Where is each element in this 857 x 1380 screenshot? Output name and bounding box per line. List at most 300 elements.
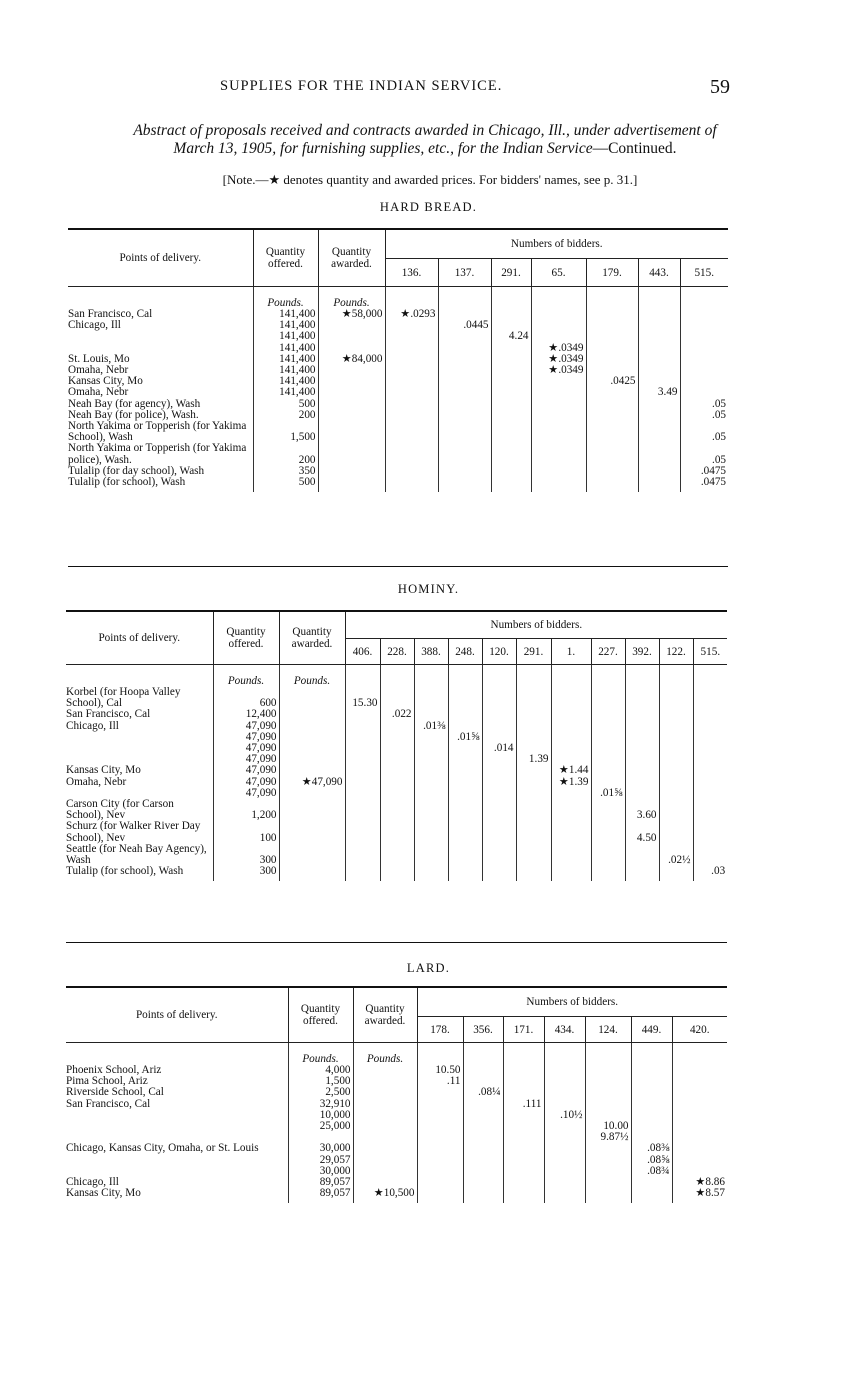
bid-price — [491, 466, 531, 477]
bid-price — [531, 387, 586, 398]
bid-price — [591, 754, 625, 765]
points-header: Points of delivery. — [66, 988, 288, 1043]
quantity-offered: 47,090 — [213, 777, 279, 788]
bid-price — [586, 365, 638, 376]
bid-price: .05 — [680, 421, 728, 443]
bid-price — [638, 477, 680, 492]
bid-price — [491, 343, 531, 354]
quantity-offered: 350 — [253, 466, 318, 477]
delivery-point: Korbel (for Hoopa Valley School), Cal — [66, 687, 181, 710]
bid-price — [544, 1099, 585, 1110]
quantity-offered: 141,400 — [253, 309, 318, 320]
table-row — [66, 799, 727, 821]
quantity-awarded: ★47,090 — [279, 777, 345, 788]
bid-price — [417, 1177, 463, 1188]
bid-price: .05 — [680, 410, 728, 421]
bid-price — [531, 443, 586, 465]
units-spacer — [638, 287, 680, 310]
bid-price — [380, 687, 414, 709]
units-spacer — [66, 1043, 288, 1066]
bid-price — [591, 777, 625, 788]
bid-price — [516, 732, 551, 743]
bid-price — [585, 1177, 631, 1188]
bid-price — [491, 387, 531, 398]
bid-price — [380, 743, 414, 754]
bid-price — [585, 1099, 631, 1110]
bid-price — [503, 1177, 544, 1188]
bid-price — [693, 788, 727, 799]
bidder-number: 291. — [491, 259, 531, 287]
delivery-point: Tulalip (for day school), Wash — [68, 465, 205, 477]
bid-price — [625, 765, 659, 776]
table-row — [66, 1166, 727, 1177]
bid-price: .0475 — [680, 477, 728, 492]
bid-price — [659, 732, 693, 743]
delivery-point — [66, 1121, 288, 1132]
bidder-number: 179. — [586, 259, 638, 287]
quantity-awarded — [353, 1132, 417, 1143]
bid-price — [672, 1143, 727, 1154]
bidder-number: 356. — [463, 1017, 503, 1043]
qty-awarded-header: Quantity awarded. — [353, 988, 417, 1043]
units-row — [66, 665, 727, 688]
bid-price — [417, 1155, 463, 1166]
bidder-number: 65. — [531, 259, 586, 287]
bid-price — [693, 765, 727, 776]
bid-price — [531, 399, 586, 410]
bid-price: .08⅝ — [631, 1155, 672, 1166]
hard-bread-table — [68, 230, 728, 492]
bid-price — [659, 821, 693, 843]
unit-label: Pounds. — [279, 665, 345, 688]
bid-price — [591, 743, 625, 754]
bid-price — [491, 376, 531, 387]
quantity-offered: 300 — [213, 866, 279, 881]
quantity-awarded — [279, 721, 345, 732]
bid-price — [380, 821, 414, 843]
table-row — [68, 320, 728, 331]
bid-price — [448, 866, 482, 881]
bid-price — [531, 320, 586, 331]
bid-price — [638, 320, 680, 331]
bid-price — [463, 1132, 503, 1143]
bid-price — [631, 1121, 672, 1132]
bid-price — [516, 709, 551, 720]
units-spacer — [591, 665, 625, 688]
bid-price — [516, 844, 551, 866]
bid-price: 3.49 — [638, 387, 680, 398]
bid-price — [551, 821, 591, 843]
bid-price: .10½ — [544, 1110, 585, 1121]
bid-price — [680, 320, 728, 331]
quantity-awarded — [353, 1099, 417, 1110]
quantity-offered: 47,090 — [213, 754, 279, 765]
hominy-bottom-rule — [66, 942, 727, 943]
bid-price — [638, 365, 680, 376]
bid-price — [448, 788, 482, 799]
bid-price — [659, 754, 693, 765]
bid-price — [672, 1166, 727, 1177]
quantity-awarded — [353, 1110, 417, 1121]
bid-price — [438, 421, 491, 443]
bid-price: ★.0349 — [531, 343, 586, 354]
delivery-point: San Francisco, Cal — [66, 709, 151, 721]
quantity-offered: 1,200 — [213, 799, 279, 821]
delivery-point: Kansas City, Mo — [66, 765, 141, 777]
bid-price — [448, 765, 482, 776]
bid-price — [463, 1099, 503, 1110]
bid-price — [693, 844, 727, 866]
bid-price — [516, 777, 551, 788]
quantity-awarded — [318, 387, 385, 398]
bid-price: 4.24 — [491, 331, 531, 342]
bid-price — [638, 354, 680, 365]
bid-price — [693, 777, 727, 788]
bid-price — [659, 709, 693, 720]
bid-price — [551, 844, 591, 866]
bid-price — [672, 1087, 727, 1098]
bid-price — [463, 1110, 503, 1121]
units-spacer — [586, 287, 638, 310]
bid-price — [659, 788, 693, 799]
table-row — [66, 732, 727, 743]
bid-price — [659, 799, 693, 821]
bid-price — [631, 1177, 672, 1188]
bidder-number: 515. — [693, 639, 727, 665]
quantity-awarded — [353, 1166, 417, 1177]
bid-price — [638, 443, 680, 465]
table-row — [66, 1110, 727, 1121]
bid-price — [414, 743, 448, 754]
bid-price — [385, 410, 438, 421]
bid-price — [591, 765, 625, 776]
intro-line-2 — [60, 140, 790, 158]
bid-price — [417, 1121, 463, 1132]
bid-price — [516, 866, 551, 881]
bid-price: .0425 — [586, 376, 638, 387]
bid-price — [491, 477, 531, 492]
bid-price — [516, 765, 551, 776]
unit-label: Pounds. — [288, 1043, 353, 1066]
bid-price — [482, 788, 516, 799]
table-row — [66, 1132, 727, 1143]
bid-price — [385, 421, 438, 443]
bidder-number: 178. — [417, 1017, 463, 1043]
delivery-point: Omaha, Nebr — [66, 776, 127, 788]
table-row — [68, 365, 728, 376]
quantity-offered: 141,400 — [253, 320, 318, 331]
bid-price — [680, 343, 728, 354]
bid-price — [551, 687, 591, 709]
bid-price — [693, 721, 727, 732]
bid-price: 1.39 — [516, 754, 551, 765]
qty-awarded-header: Quantity awarded. — [318, 230, 385, 287]
intro-line-2-text: March 13, 1905, for furnishing supplies, etc., for the Indian Service — [173, 140, 593, 157]
bidder-number: 171. — [503, 1017, 544, 1043]
bid-price — [482, 777, 516, 788]
bidder-number: 388. — [414, 639, 448, 665]
bidders-header: Numbers of bidders. — [345, 612, 727, 639]
delivery-point: Chicago, Ill — [68, 320, 121, 332]
delivery-point: Kansas City, Mo — [68, 376, 143, 388]
bid-price — [380, 866, 414, 881]
bid-price — [638, 466, 680, 477]
quantity-awarded — [318, 477, 385, 492]
bid-price — [414, 788, 448, 799]
quantity-awarded — [318, 399, 385, 410]
bid-price — [448, 821, 482, 843]
bid-price — [414, 765, 448, 776]
quantity-offered: 1,500 — [288, 1076, 353, 1087]
quantity-offered: 200 — [253, 443, 318, 465]
bid-price: .08¾ — [631, 1166, 672, 1177]
bid-price — [625, 687, 659, 709]
bid-price — [631, 1188, 672, 1203]
bid-price — [672, 1065, 727, 1076]
bid-price — [380, 754, 414, 765]
bid-price — [638, 309, 680, 320]
quantity-offered: 47,090 — [213, 743, 279, 754]
delivery-point: Chicago, Kansas City, Omaha, or St. Louis — [66, 1143, 259, 1155]
bidder-number: 120. — [482, 639, 516, 665]
bid-price — [693, 799, 727, 821]
table-row — [68, 466, 728, 477]
delivery-point — [66, 1166, 288, 1177]
bid-price: 10.00 — [585, 1121, 631, 1132]
quantity-awarded — [353, 1177, 417, 1188]
bid-price — [385, 320, 438, 331]
bid-price: 9.87½ — [585, 1132, 631, 1143]
quantity-offered: 47,090 — [213, 765, 279, 776]
bid-price — [438, 387, 491, 398]
quantity-awarded — [353, 1065, 417, 1076]
quantity-awarded — [353, 1076, 417, 1087]
bid-price — [544, 1065, 585, 1076]
table-row — [66, 1177, 727, 1188]
delivery-point — [66, 1132, 288, 1143]
bid-price — [463, 1166, 503, 1177]
bidder-number: 420. — [672, 1017, 727, 1043]
bid-price: 10.50 — [417, 1065, 463, 1076]
bid-price — [659, 687, 693, 709]
units-spacer — [531, 287, 586, 310]
quantity-offered: 100 — [213, 821, 279, 843]
units-spacer — [544, 1043, 585, 1066]
bid-price — [625, 844, 659, 866]
table-row — [66, 754, 727, 765]
bid-price — [585, 1143, 631, 1154]
delivery-point: Schurz (for Walker River Day School), Nev — [66, 821, 201, 844]
bid-price — [448, 709, 482, 720]
quantity-awarded — [318, 320, 385, 331]
delivery-point: San Francisco, Cal — [68, 309, 153, 320]
bid-price — [417, 1110, 463, 1121]
quantity-offered: 600 — [213, 687, 279, 709]
bid-price — [503, 1065, 544, 1076]
bid-price — [417, 1132, 463, 1143]
bid-price — [544, 1188, 585, 1203]
units-spacer — [503, 1043, 544, 1066]
quantity-awarded — [318, 443, 385, 465]
bidder-number: 124. — [585, 1017, 631, 1043]
quantity-offered: 29,057 — [288, 1155, 353, 1166]
units-spacer — [385, 287, 438, 310]
bid-price — [586, 443, 638, 465]
quantity-awarded — [318, 410, 385, 421]
bid-price — [503, 1188, 544, 1203]
bid-price — [625, 754, 659, 765]
bidder-number: 515. — [680, 259, 728, 287]
table-row — [66, 709, 727, 720]
bid-price — [680, 309, 728, 320]
bid-price — [672, 1099, 727, 1110]
bidder-number: 434. — [544, 1017, 585, 1043]
bid-price — [625, 866, 659, 881]
table-row — [66, 743, 727, 754]
bid-price — [638, 343, 680, 354]
table-row — [66, 1076, 727, 1087]
bid-price — [586, 466, 638, 477]
note: [Note.—★ denotes quantity and awarded prices. For bidders' names, see p. 31.] — [222, 172, 638, 187]
table-row — [66, 788, 727, 799]
bid-price — [345, 866, 380, 881]
table-row — [68, 331, 728, 342]
quantity-offered: 500 — [253, 399, 318, 410]
bid-price — [516, 721, 551, 732]
table-row — [68, 443, 728, 465]
quantity-offered: 2,500 — [288, 1087, 353, 1098]
table-row — [66, 1065, 727, 1076]
bid-price: ★8.86 — [672, 1177, 727, 1188]
bid-price — [551, 866, 591, 881]
bidder-number: 227. — [591, 639, 625, 665]
bid-price — [385, 331, 438, 342]
quantity-offered: 141,400 — [253, 354, 318, 365]
bid-price — [591, 799, 625, 821]
quantity-awarded: ★84,000 — [318, 354, 385, 365]
bid-price — [531, 331, 586, 342]
quantity-awarded — [318, 376, 385, 387]
bid-price — [482, 765, 516, 776]
units-spacer — [68, 287, 253, 310]
quantity-awarded — [279, 687, 345, 709]
bid-price — [385, 443, 438, 465]
quantity-offered: 47,090 — [213, 788, 279, 799]
quantity-offered: 141,400 — [253, 331, 318, 342]
bidder-number: 443. — [638, 259, 680, 287]
quantity-awarded — [279, 788, 345, 799]
table-row — [66, 687, 727, 709]
units-spacer — [680, 287, 728, 310]
bid-price — [531, 421, 586, 443]
table-row — [68, 410, 728, 421]
quantity-awarded — [279, 799, 345, 821]
bid-price — [482, 754, 516, 765]
bid-price — [631, 1099, 672, 1110]
table-row — [68, 477, 728, 492]
bid-price: .01⅝ — [448, 732, 482, 743]
delivery-point — [66, 1155, 288, 1166]
bid-price — [693, 732, 727, 743]
table-row — [66, 777, 727, 788]
bid-price — [585, 1065, 631, 1076]
bid-price — [586, 421, 638, 443]
bid-price — [380, 788, 414, 799]
bid-price — [503, 1076, 544, 1087]
units-spacer — [516, 665, 551, 688]
bid-price — [672, 1121, 727, 1132]
table-row — [66, 1155, 727, 1166]
bid-price — [625, 777, 659, 788]
bid-price: .014 — [482, 743, 516, 754]
delivery-point — [66, 1110, 288, 1121]
bid-price: .11 — [417, 1076, 463, 1087]
unit-label: Pounds. — [318, 287, 385, 310]
bid-price — [544, 1166, 585, 1177]
delivery-point — [68, 343, 253, 354]
bid-price — [482, 799, 516, 821]
quantity-offered: 12,400 — [213, 709, 279, 720]
bid-price: ★.0349 — [531, 365, 586, 376]
quantity-awarded — [353, 1121, 417, 1132]
quantity-awarded — [279, 709, 345, 720]
bid-price — [591, 687, 625, 709]
delivery-point: Phoenix School, Ariz — [66, 1065, 162, 1076]
bid-price: .0475 — [680, 466, 728, 477]
bidders-header: Numbers of bidders. — [417, 988, 727, 1017]
bid-price — [585, 1155, 631, 1166]
bid-price — [586, 309, 638, 320]
units-spacer — [414, 665, 448, 688]
table-row — [66, 1087, 727, 1098]
bid-price — [693, 821, 727, 843]
delivery-point — [66, 788, 213, 799]
bid-price: .0445 — [438, 320, 491, 331]
bid-price — [544, 1155, 585, 1166]
bid-price — [345, 732, 380, 743]
bid-price — [491, 365, 531, 376]
bid-price — [586, 331, 638, 342]
bid-price: 15.30 — [345, 687, 380, 709]
quantity-offered: 30,000 — [288, 1143, 353, 1154]
units-spacer — [66, 665, 213, 688]
quantity-offered: 89,057 — [288, 1177, 353, 1188]
quantity-offered: 47,090 — [213, 721, 279, 732]
units-spacer — [551, 665, 591, 688]
bid-price — [345, 799, 380, 821]
bid-price — [345, 844, 380, 866]
bid-price — [544, 1143, 585, 1154]
bid-price — [625, 732, 659, 743]
bid-price: .03 — [693, 866, 727, 881]
table-row — [68, 376, 728, 387]
bid-price — [551, 754, 591, 765]
quantity-offered: 141,400 — [253, 387, 318, 398]
quantity-awarded — [279, 844, 345, 866]
intro-title — [60, 122, 790, 158]
bid-price — [544, 1087, 585, 1098]
delivery-point: Chicago, Ill — [66, 720, 119, 732]
bid-price — [438, 399, 491, 410]
bid-price — [417, 1087, 463, 1098]
bid-price — [482, 821, 516, 843]
bid-price — [380, 844, 414, 866]
bid-price — [638, 421, 680, 443]
bid-price — [693, 743, 727, 754]
bid-price — [385, 376, 438, 387]
bid-price: ★1.44 — [551, 765, 591, 776]
bid-price — [491, 410, 531, 421]
